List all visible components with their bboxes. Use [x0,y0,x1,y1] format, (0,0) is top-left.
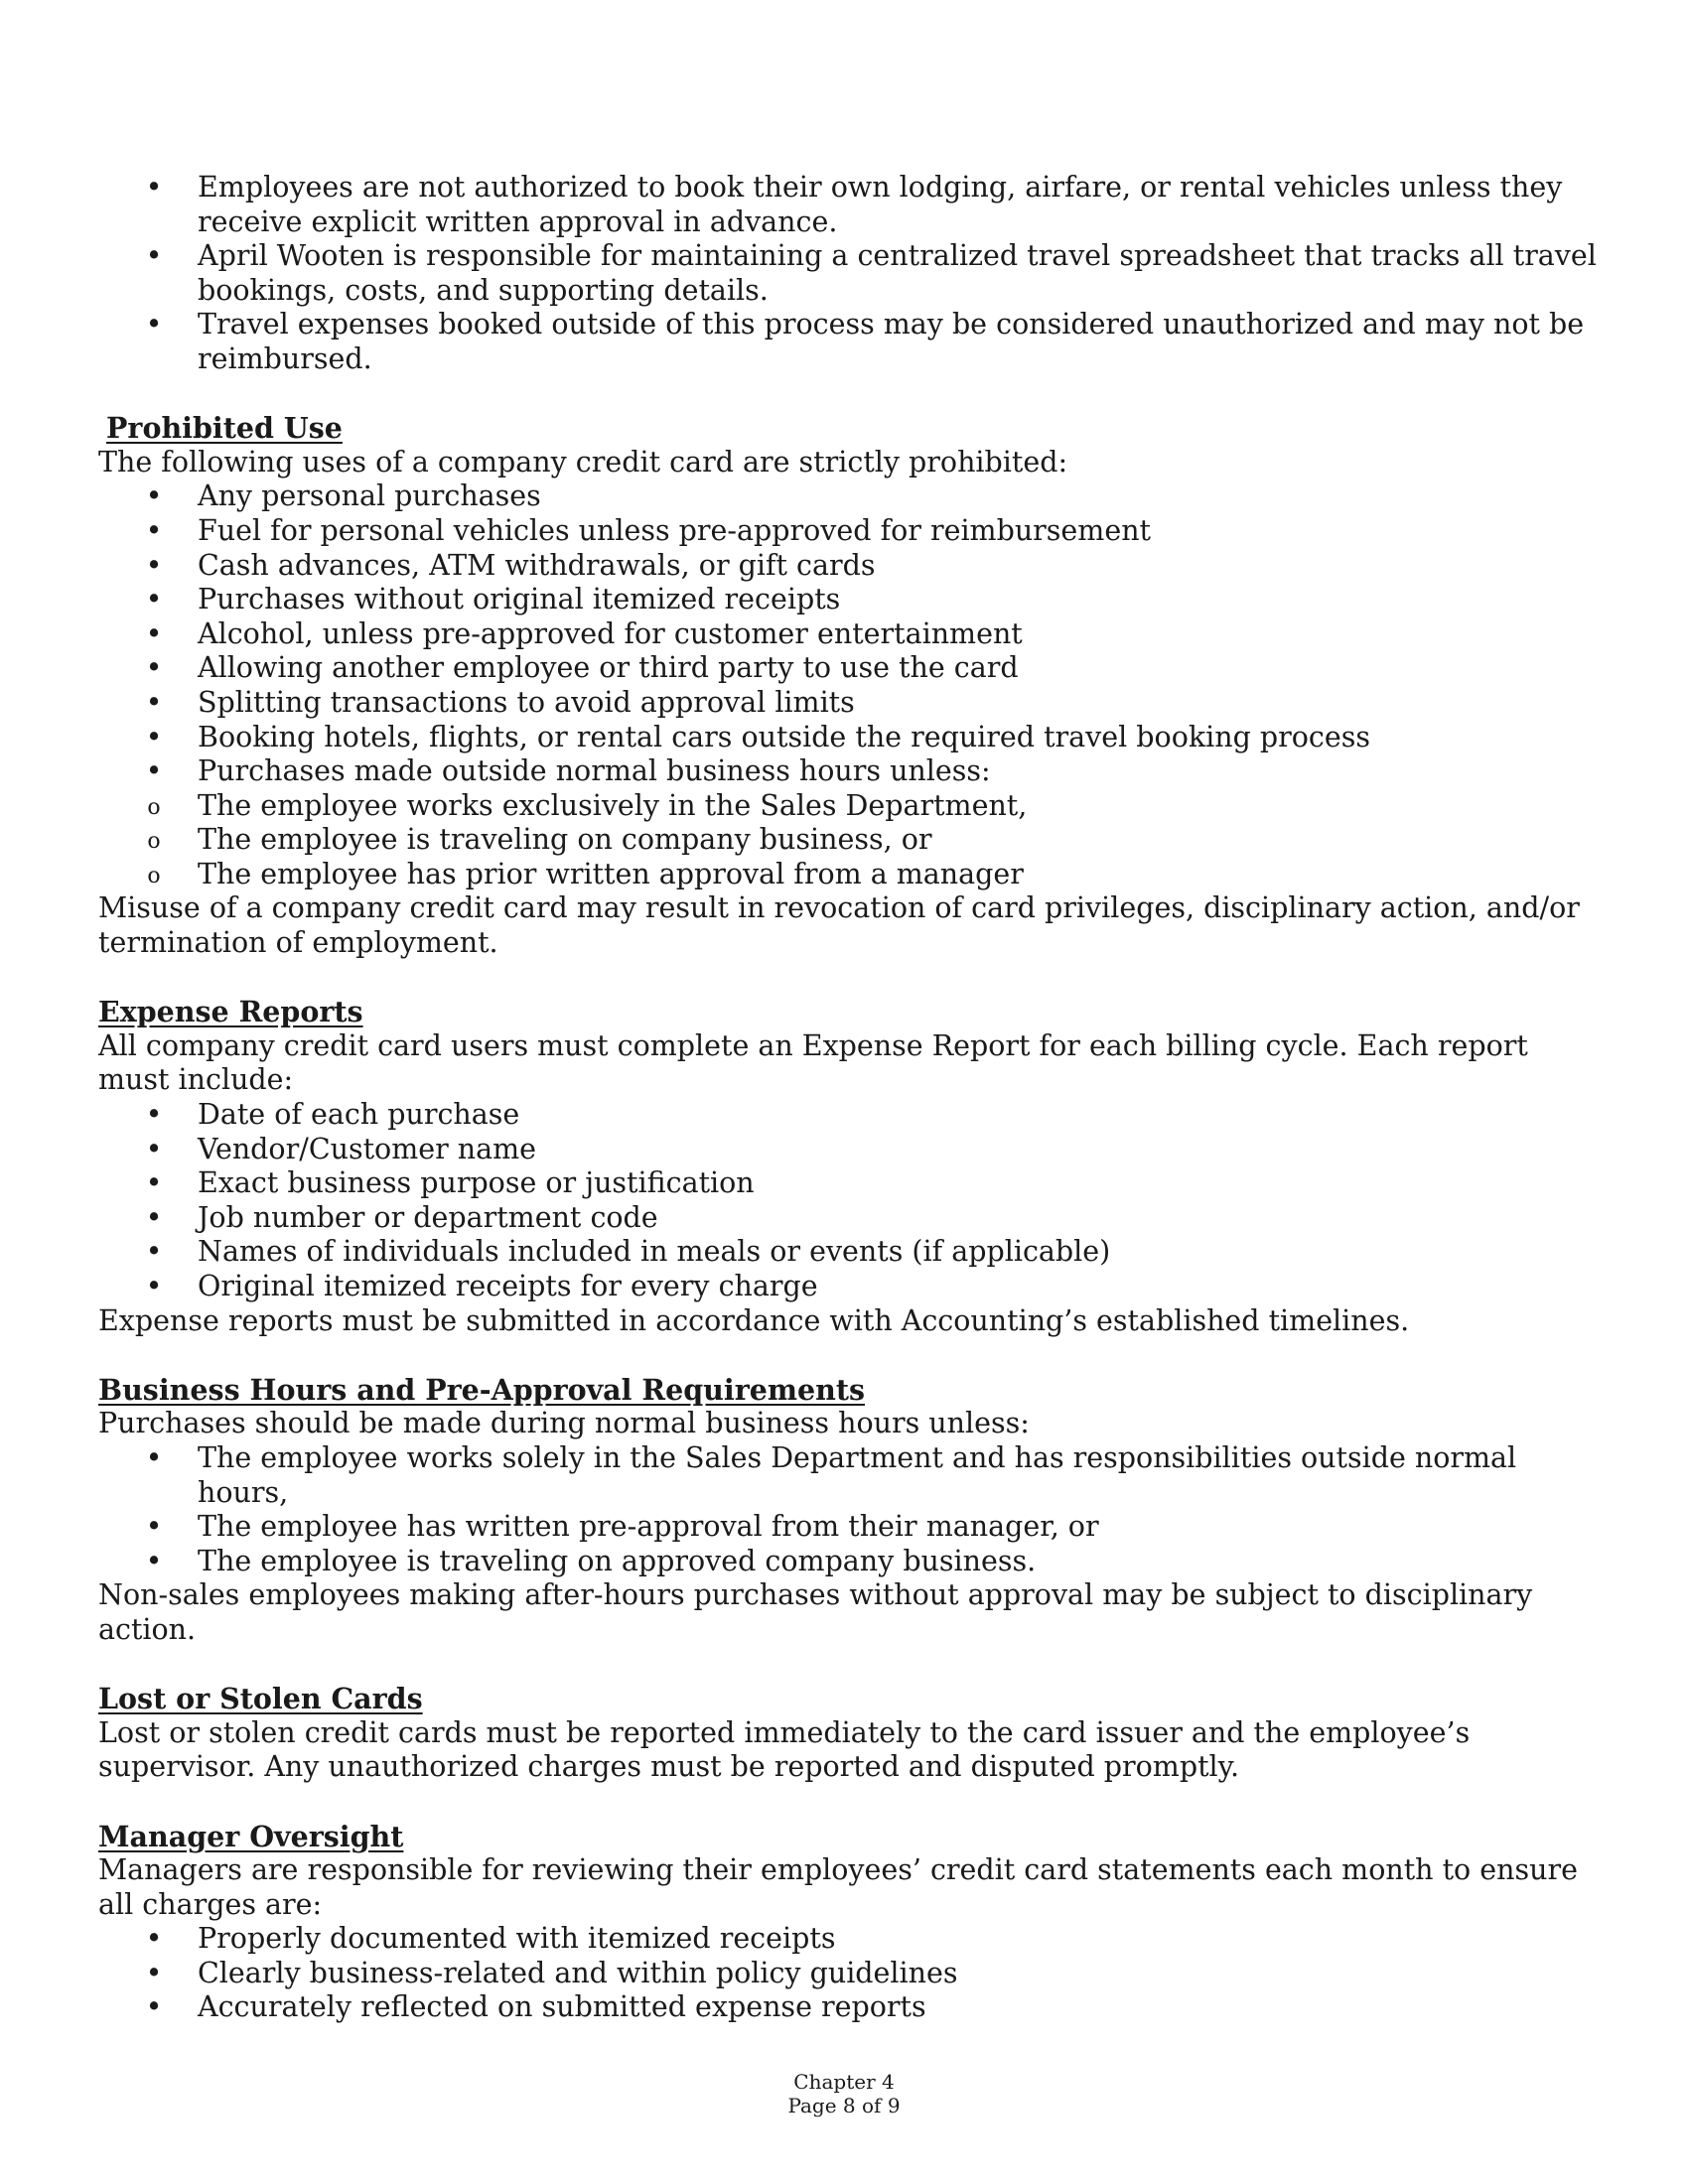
list-item-text: The employee is traveling on approved company business. [198,1544,1037,1577]
bullet-marker: • [145,1510,163,1544]
section-text: Lost or stolen credit cards must be reported immediately to the card issuer and the employee’s supervisor. Any unauthorized charges must be reported and disputed promptly. [98,1715,1471,1784]
list-item-text: Accurately reflected on submitted expense reports [198,1990,926,2024]
bullet-marker: • [145,513,163,547]
bullet-marker: • [145,616,163,650]
list-item-text: Properly documented with itemized receipts [198,1922,836,1956]
list-item-text: Job number or department code [198,1200,658,1234]
list-item [98,686,1598,721]
bullet-marker: • [145,479,163,513]
list-item [98,1922,1598,1957]
list-item [98,1957,1598,1991]
bullet-marker: • [145,1440,163,1474]
bullet-marker: • [145,308,163,341]
list-item-text: Date of each purchase [198,1098,520,1132]
section-intro: The following uses of a company credit card are strictly prohibited: [98,445,1068,478]
bullet-marker: • [145,1990,163,2024]
section-intro: All company credit card users must complete an Expense Report for each billing cycle. Each report must include: [98,1028,1528,1097]
sub-list-item-text: The employee works exclusively in the Sales Department, [198,788,1028,822]
list-item [98,1098,1598,1133]
page-footer [0,2070,1688,2117]
list-item-text: Names of individuals included in meals or events (if applicable) [198,1235,1111,1269]
list-item-text: Original itemized receipts for every charge [198,1270,818,1302]
list-item-text: April Wooten is responsible for maintaining a centralized travel spreadsheet that tracks all travel bookings, costs, and supporting details. [198,239,1597,307]
list-item [98,1235,1598,1270]
circle-marker: o [147,794,161,820]
list-item-text: Vendor/Customer name [198,1132,537,1165]
spacer [98,961,1598,996]
section-heading-business-hours: Business Hours and Pre-Approval Requirements [98,1372,866,1407]
section-intro: Managers are responsible for reviewing their employees’ credit card statements each month to ensure all charges are: [98,1853,1578,1921]
list-item [98,308,1598,376]
list-item [98,617,1598,652]
spacer [98,1338,1598,1373]
bullet-marker: • [145,1235,163,1269]
bullet-marker: • [145,239,163,273]
list-item [98,1990,1598,2025]
sub-list-item [98,858,1598,892]
bullet-marker: • [145,1922,163,1956]
section-closing: Non-sales employees making after-hours purchases without approval may be subject to disciplinary action. [98,1578,1533,1646]
bullet-marker: • [145,583,163,616]
bullet-marker: • [145,1956,163,1989]
bullet-marker: • [145,1098,163,1132]
bullet-marker: • [145,1200,163,1234]
list-item-text: Employees are not authorized to book their own lodging, airfare, or rental vehicles unless they receive explicit written approval in advance. [198,171,1563,238]
bullet-marker: • [145,651,163,685]
list-item-text: The employee has written pre-approval from their manager, or [198,1510,1099,1544]
sub-list-item-text: The employee is traveling on company business, or [198,823,932,857]
section-intro: Purchases should be made during normal business hours unless: [98,1407,1030,1440]
list-item-text: The employee works solely in the Sales Department and has responsibilities outside normal hours, [198,1440,1517,1509]
list-item-text: Splitting transactions to avoid approval limits [198,685,855,719]
list-item-text: Exact business purpose or justification [198,1166,755,1200]
list-item [98,514,1598,549]
list-item [98,239,1598,308]
list-item [98,549,1598,584]
list-item [98,1133,1598,1167]
bullet-marker: • [145,1132,163,1165]
bullet-marker: • [145,1270,163,1302]
spacer [98,1785,1598,1820]
list-item-text: Travel expenses booked outside of this process may be considered unauthorized and may not be reimbursed. [198,308,1585,375]
spacer [98,1648,1598,1683]
list-item [98,651,1598,686]
list-item [98,1201,1598,1236]
spacer [98,377,1598,412]
list-item-text: Any personal purchases [198,479,541,513]
bullet-marker: • [145,1544,163,1577]
list-item-text: Booking hotels, flights, or rental cars outside the required travel booking process [198,720,1371,753]
section-heading-expense-reports: Expense Reports [98,995,363,1029]
section-heading-lost-stolen: Lost or Stolen Cards [98,1682,423,1716]
sub-list-item-text: The employee has prior written approval from a manager [198,857,1024,890]
bullet-marker: • [145,754,163,788]
list-item-text: Purchases without original itemized receipts [198,583,841,616]
list-item [98,171,1598,239]
footer-chapter: Chapter 4 [793,2070,895,2094]
bullet-marker: • [145,548,163,582]
list-item-text: Cash advances, ATM withdrawals, or gift cards [198,548,876,582]
sub-list-item [98,789,1598,824]
list-item [98,721,1598,755]
circle-marker: o [147,863,161,888]
bullet-marker: • [145,1166,163,1200]
document-page [98,171,1598,2025]
list-item [98,1270,1598,1304]
sub-list-item [98,823,1598,858]
list-item-text: Alcohol, unless pre-approved for customer entertainment [198,616,1023,650]
list-item [98,583,1598,617]
list-item [98,1166,1598,1201]
section-closing: Misuse of a company credit card may result in revocation of card privileges, disciplinary action, and/or termination of employment. [98,891,1580,960]
bullet-marker: • [145,685,163,719]
bullet-marker: • [145,720,163,753]
footer-page-number: Page 8 of 9 [787,2094,901,2117]
list-item-text: Fuel for personal vehicles unless pre-approved for reimbursement [198,513,1151,547]
list-item-text: Clearly business-related and within policy guidelines [198,1956,958,1989]
list-item-text: Purchases made outside normal business hours unless: [198,754,991,788]
list-item-text: Allowing another employee or third party to use the card [198,651,1019,685]
circle-marker: o [147,829,161,855]
list-item [98,754,1598,789]
list-item [98,1510,1598,1545]
bullet-marker: • [145,171,163,204]
list-item [98,1545,1598,1579]
section-heading-manager-oversight: Manager Oversight [98,1819,404,1853]
list-item [98,1441,1598,1510]
section-closing: Expense reports must be submitted in accordance with Accounting’s established timelines. [98,1303,1410,1337]
section-heading-prohibited-use: Prohibited Use [106,411,343,446]
list-item [98,479,1598,514]
